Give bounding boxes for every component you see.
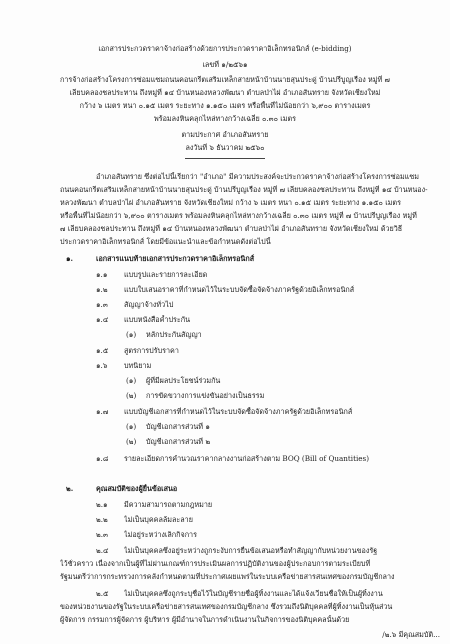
date-line: ลงวันที่ ๖ ธันวาคม ๒๕๖๐ (185, 143, 265, 152)
project-line-2: เลียบคลองชลประทาน ถึงหมู่ที่ ๑๔ บ้านหนองหลวงพัฒนา ตำบลป่าไผ่ อำเภอสันทราย จังหวัดเชียงใหม่ (69, 88, 381, 97)
item-text: ไม่เป็นบุคคลล้มละลาย (124, 515, 193, 524)
agency-line: ตามประกาศ อำเภอสันทราย (181, 130, 269, 139)
item-number: ๑.๘ (96, 454, 109, 463)
project-line-4: พร้อมลงหินคลุกไหล่ทางกว้างเฉลี่ย ๐.๓๐ เมตร (154, 114, 296, 123)
subitem-text: บัญชีเอกสารส่วนที่ ๒ (146, 437, 211, 446)
item-text: บทนิยาม (124, 361, 152, 370)
document-title: เอกสารประกวดราคาจ้างก่อสร้างด้วยการประกวดราคาอิเล็กทรอนิกส์ (e-bidding) (98, 44, 352, 53)
paragraph-line: ไม่เป็นบุคคลซึ่งอยู่ระหว่างถูกระงับการยื่นข้อเสนอหรือทำสัญญากับหน่วยงานของรัฐ (124, 546, 378, 555)
paragraph-line: ไม่เป็นบุคคลซึ่งถูกระบุชื่อไว้ในบัญชีรายชื่อผู้ทิ้งงานและได้แจ้งเวียนชื่อให้เป็นผู้ทิ้งงาน (124, 589, 383, 598)
project-line-3: กว้าง ๖ เมตร หนา ๐.๑๕ เมตร ระยะทาง ๑.๑๕๐ เมตร หรือพื้นที่ไม่น้อยกว่า ๖,๙๐๐ ตารางเมตร (79, 101, 371, 110)
item-number: ๑.๔ (96, 315, 109, 324)
subitem-text: ผู้ที่มีผลประโยชน์ร่วมกัน (146, 376, 221, 385)
item-number: ๑.๒ (96, 285, 108, 294)
intro-line-1: อำเภอสันทราย ซึ่งต่อไปนี้เรียกว่า "อำเภอ" มีความประสงค์จะประกวดราคาจ้างก่อสร้างโครงการซ่อมแซม (96, 172, 419, 181)
section-1-title: เอกสารแนบท้ายเอกสารประกวดราคาอิเล็กทรอนิกส์ (96, 254, 255, 263)
item-text: แบบใบเสนอราคาที่กำหนดไว้ในระบบจัดซื้อจัดจ้างภาครัฐด้วยอิเล็กทรอนิกส์ (124, 285, 355, 294)
item-text: แบบหนังสือค้ำประกัน (124, 315, 191, 324)
paragraph-line: รัฐมนตรีว่าการกระทรวงการคลังกำหนดตามที่ประกาศเผยแพร่ในระบบเครือข่ายสารสนเทศของกรมบัญชีกลาง (60, 572, 395, 581)
header-divider (185, 158, 265, 159)
document-number: เลขที่ ๑/๒๕๖๑ (202, 60, 248, 69)
item-number: ๑.๓ (96, 300, 108, 309)
project-line-1: การจ้างก่อสร้างโครงการซ่อมแซมถนนคอนกรีตเสริมเหล็กสายหน้าบ้านนายสุนประดู่ บ้านปรีบูญเรือง หมู่ที่ ๗ (60, 75, 390, 84)
intro-line-6: ประกวดราคาอิเล็กทรอนิกส์ โดยมีข้อแนะนำและข้อกำหนดดังต่อไปนี้ (60, 237, 271, 246)
item-number: ๒.๒ (96, 515, 108, 524)
subitem-text: การขัดขวางการแข่งขันอย่างเป็นธรรม (146, 391, 265, 400)
paragraph-line: ผู้จัดการ กรรมการผู้จัดการ ผู้บริหาร ผู้มีอำนาจในการดำเนินงานในกิจการของนิติบุคคลนั้นด้วย (60, 615, 350, 624)
item-number: ๑.๕ (96, 346, 109, 355)
intro-line-5: ๗ เลียบคลองชลประทาน ถึงหมู่ที่ ๑๔ บ้านหนองหลวงพัฒนา ตำบลป่าไผ่ อำเภอสันทราย จังหวัดเชียงใหม่ ด้วยวิธี (60, 224, 403, 233)
continuation-marker: /๒.๖ มีคุณสมบัติ... (382, 630, 440, 639)
item-number: ๒.๕ (96, 589, 109, 598)
item-number: ๒.๔ (96, 546, 109, 555)
paragraph-line: ของหน่วยงานของรัฐในระบบเครือข่ายสารสนเทศของกรมบัญชีกลาง ซึ่งรวมถึงนิติบุคคลที่ผู้ทิ้งงานเป็นหุ้นส่วน (60, 602, 393, 611)
subitem-number: (๑) (126, 422, 137, 431)
paragraph-line: ไว้ชั่วคราว เนื่องจากเป็นผู้ที่ไม่ผ่านเกณฑ์การประเมินผลการปฏิบัติงานของผู้ประกอบการตามระเบียบที่ (60, 559, 371, 568)
item-number: ๑.๑ (96, 270, 108, 279)
subitem-number: (๒) (126, 391, 137, 400)
item-number: ๑.๖ (96, 361, 108, 370)
item-text: สูตรการปรับราคา (124, 346, 179, 355)
item-text: สัญญาจ้างทั่วไป (124, 300, 174, 309)
intro-line-2: ถนนคอนกรีตเสริมเหล็กสายหน้าบ้านนายสุนประดู่ บ้านปรีบูญเรือง หมู่ที่ ๗ เลียบคลองชลประทาน ถึงหมู่ที่ ๑๔ บ้านหนอง- (60, 185, 428, 194)
item-text: มีความสามารถตามกฎหมาย (124, 500, 213, 509)
item-number: ๒.๑ (96, 500, 108, 509)
intro-line-3: หลวงพัฒนา ตำบลป่าไผ่ อำเภอสันทราย จังหวัดเชียงใหม่ กว้าง ๖ เมตร หนา ๐.๑๕ เมตร ระยะทาง ๑.๑๕๐ เมตร (60, 198, 401, 207)
subitem-text: บัญชีเอกสารส่วนที่ ๑ (146, 422, 210, 431)
section-2-number: ๒. (66, 484, 74, 493)
item-number: ๒.๓ (96, 530, 108, 539)
subitem-text: หลักประกันสัญญา (146, 330, 202, 339)
item-text: ไม่อยู่ระหว่างเลิกกิจการ (124, 530, 197, 539)
item-text: แบบรูปและรายการละเอียด (124, 270, 208, 279)
item-text: แบบบัญชีเอกสารที่กำหนดไว้ในระบบจัดซื้อจัดจ้างภาครัฐด้วยอิเล็กทรอนิกส์ (124, 407, 353, 416)
subitem-number: (๒) (126, 437, 137, 446)
intro-line-4: หรือพื้นที่ไม่น้อยกว่า ๖,๙๐๐ ตารางเมตร พร้อมลงหินคลุกไหล่ทางกว้างเฉลี่ย ๐.๓๐ เมตร หมู่ที่ ๗ บ้านปรีบูญเรือง หมู่ที่ (60, 211, 417, 220)
item-text: รายละเอียดการคำนวณราคากลางงานก่อสร้างตาม BOQ (Bill of Quantities) (124, 454, 370, 463)
subitem-number: (๑) (126, 330, 137, 339)
subitem-number: (๑) (126, 376, 137, 385)
section-2-title: คุณสมบัติของผู้ยื่นข้อเสนอ (96, 484, 178, 493)
section-1-number: ๑. (66, 254, 74, 263)
item-number: ๑.๗ (96, 407, 109, 416)
